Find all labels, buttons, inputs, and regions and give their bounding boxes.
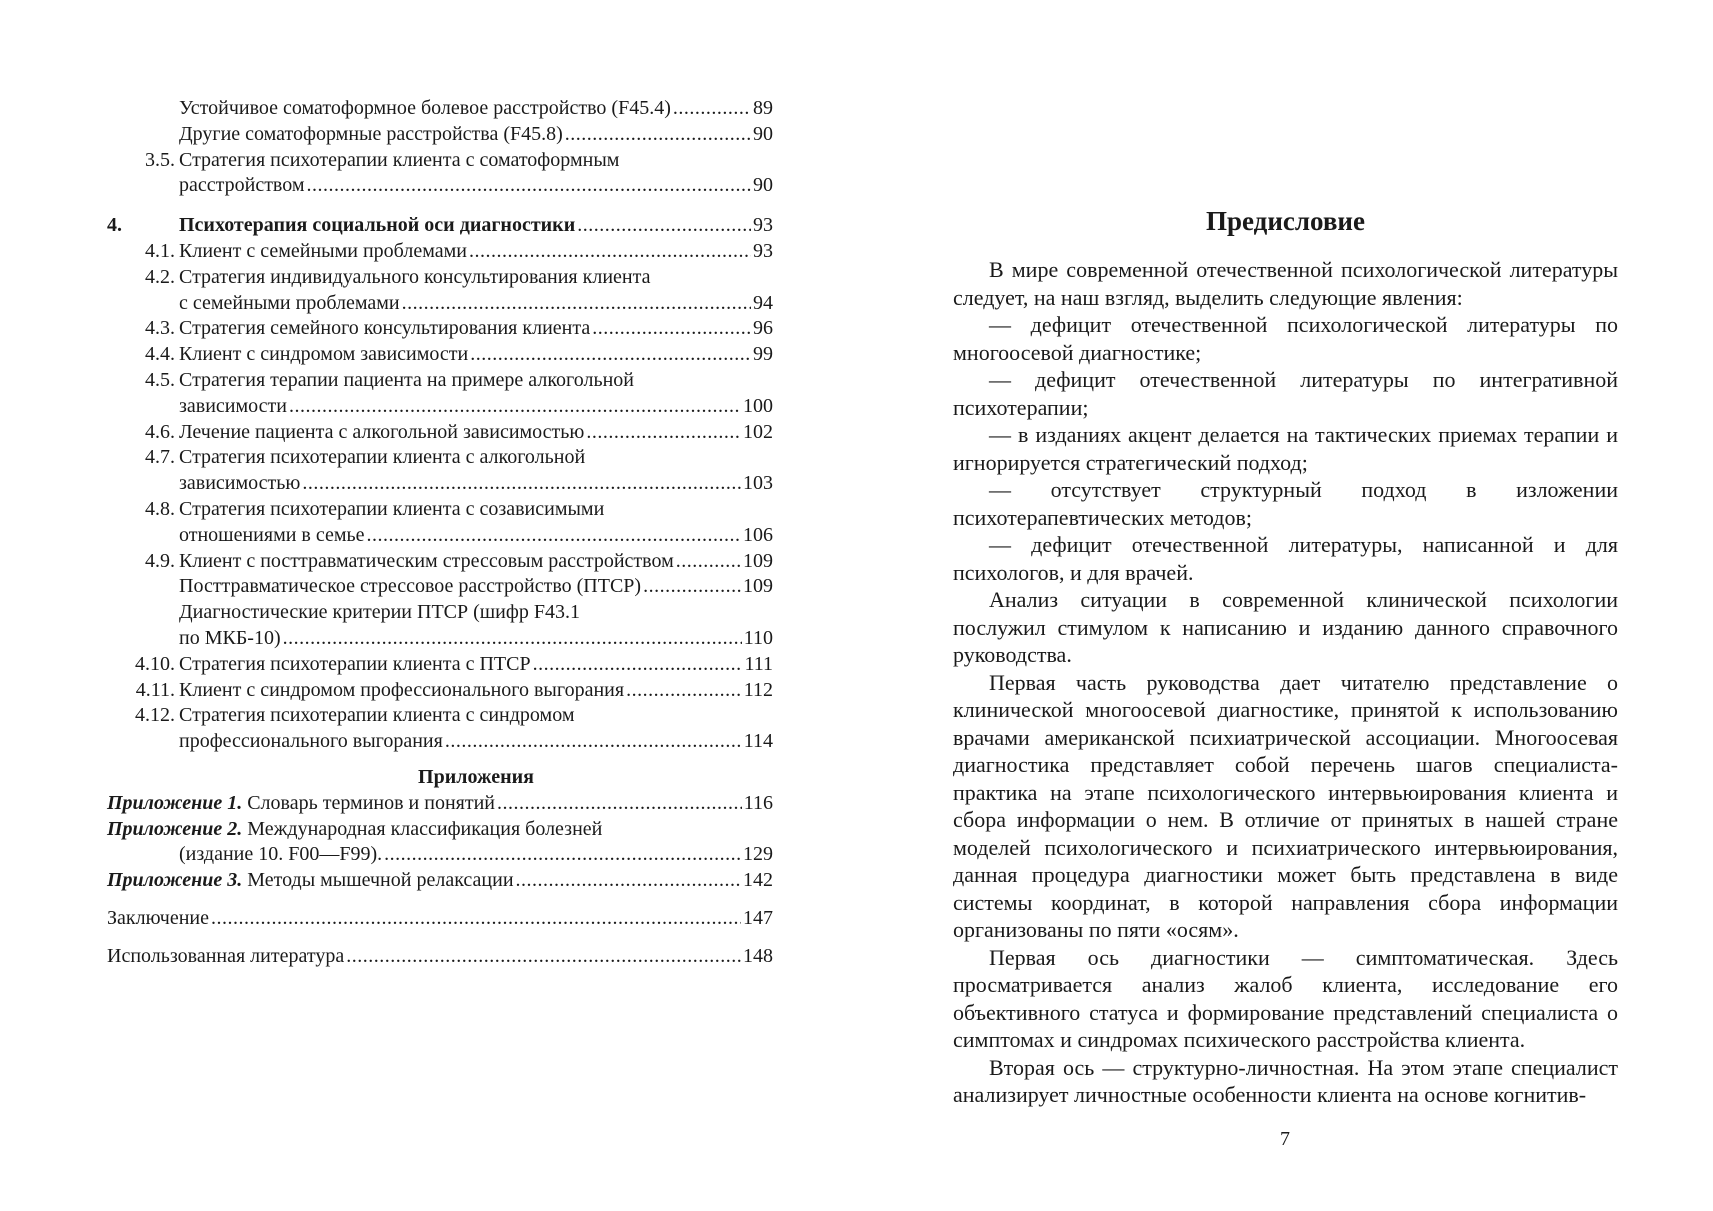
toc-entry-title: Клиент с синдромом зависимости [179, 343, 469, 366]
toc-entry-4-12 [107, 703, 773, 729]
toc-entry-page: 103 [743, 472, 773, 495]
dot-leader [346, 944, 741, 970]
toc-entry-continuation [107, 729, 773, 755]
toc-entry-number: 3.5. [145, 148, 175, 171]
appendix-label: Приложение 2. [107, 817, 243, 840]
toc-entry-page: 94 [753, 291, 773, 314]
toc-entry-4-9 [107, 549, 773, 575]
toc-entry-number: 4.8. [145, 497, 175, 520]
dot-leader [384, 842, 741, 868]
toc-entry-number: 4.3. [145, 317, 175, 340]
toc-entry-title: отношениями в семье [179, 523, 365, 546]
toc-entry-4-4 [107, 342, 773, 368]
toc-entry-page: 112 [743, 678, 773, 701]
toc-chapter-number: 4. [107, 214, 122, 237]
toc-entry-title: Заключение [107, 906, 209, 929]
toc-literature [107, 944, 773, 970]
toc-appendix-heading: Приложения [418, 765, 534, 788]
toc-entry-4-2 [107, 265, 773, 291]
toc-entry-page: 109 [743, 549, 773, 572]
toc-entry-4-11 [107, 678, 773, 704]
appendix-text: Словарь терминов и понятий [247, 791, 495, 814]
toc-appendix-title [107, 791, 495, 817]
toc-entry-number: 4.1. [145, 239, 175, 262]
preface-paragraph: Анализ ситуации в современной клинической психологии послужил стимулом к написанию и изданию данного справочного руководства. [953, 587, 1618, 667]
toc-entry-title: Стратегия психотерапии клиента с алкогольной [179, 446, 586, 469]
toc-chapter-4 [107, 213, 773, 239]
dot-leader [289, 394, 741, 420]
toc-entry-continuation [107, 842, 773, 868]
toc-entry-page: 110 [743, 626, 773, 649]
toc-chapter-title: Психотерапия социальной оси диагностики [179, 214, 576, 237]
toc-entry-continuation [107, 291, 773, 317]
toc-entry-continuation [107, 394, 773, 420]
toc-entry-number: 4.12. [135, 704, 175, 727]
preface-paragraph: Первая ось диагностики — симптоматическая. Здесь просматривается анализ жалоб клиента, исследование его объективного статуса и формирование представлений специалиста о симптомах и синдромах психического расстройства клиента. [953, 944, 1618, 1052]
toc-subentry-ptsr [107, 574, 773, 600]
dot-leader [283, 626, 742, 652]
toc-entry-title: Стратегия психотерапии клиента с ПТСР [179, 652, 531, 675]
dot-leader [367, 523, 741, 549]
toc-entry-title: расстройством [179, 174, 305, 197]
toc-entry-number: 4.5. [145, 368, 175, 391]
dot-leader [445, 729, 742, 755]
toc-entry-title: Стратегия психотерапии клиента с созависимыми [179, 497, 605, 520]
toc-entry-title: профессионального выгорания [179, 730, 443, 753]
preface-paragraph: — дефицит отечественной литературы, написанной и для психологов, и для врачей. [953, 532, 1618, 585]
toc-entry-title: Стратегия психотерапии клиента с синдромом [179, 704, 575, 727]
toc-entry-page: 129 [743, 843, 773, 866]
dot-leader [497, 791, 742, 817]
toc-entry-title: Посттравматическое стрессовое расстройство (ПТСР) [179, 575, 642, 598]
preface-paragraph: — отсутствует структурный подход в изложении психотерапевтических методов; [953, 477, 1618, 530]
toc-entry-4-10 [107, 652, 773, 678]
toc-entry-number: 4.6. [145, 420, 175, 443]
toc-entry-title: Стратегия семейного консультирования клиента [179, 317, 591, 340]
table-of-contents [107, 96, 773, 970]
appendix-text: Методы мышечной релаксации [247, 869, 514, 892]
toc-entry-continuation [107, 626, 773, 652]
toc-chapter-page: 93 [753, 214, 773, 237]
toc-appendix-2 [107, 817, 773, 843]
appendix-label: Приложение 1. [107, 791, 243, 814]
toc-entry-4-7 [107, 445, 773, 471]
dot-leader [533, 652, 743, 678]
toc-entry-title: с семейными проблемами [179, 291, 400, 314]
toc-entry-continuation [107, 173, 773, 199]
toc-entry-page: 90 [753, 122, 773, 145]
toc-entry-page: 93 [753, 239, 773, 262]
toc-entry-page: 90 [753, 174, 773, 197]
toc-appendix-title [107, 868, 514, 894]
dot-leader [626, 678, 742, 704]
toc-entry-page: 111 [744, 652, 773, 675]
toc-appendix-3 [107, 868, 773, 894]
dot-leader [673, 96, 751, 122]
preface-paragraph: В мире современной отечественной психологической литературы следует, на наш взгляд, выделить следующие явления: [953, 257, 1618, 310]
preface-paragraph: — в изданиях акцент делается на тактических приемах терапии и игнорируется стратегический подход; [953, 422, 1618, 475]
preface-paragraph: — дефицит отечественной психологической литературы по многоосевой диагностике; [953, 312, 1618, 365]
toc-entry-page: 106 [743, 523, 773, 546]
toc-conclusion [107, 906, 773, 932]
dot-leader [302, 471, 741, 497]
toc-entry-title: Стратегия психотерапии клиента с соматоформным [179, 148, 620, 171]
toc-entry-page: 147 [743, 906, 773, 929]
preface-title: Предисловие [1206, 206, 1365, 236]
toc-entry-number: 4.4. [145, 343, 175, 366]
toc-entry-page: 148 [743, 944, 773, 967]
dot-leader [470, 342, 751, 368]
toc-entry-page: 109 [743, 575, 773, 598]
appendix-label: Приложение 3. [107, 869, 243, 892]
toc-entry-title: Другие соматоформные расстройства (F45.8) [179, 122, 563, 145]
toc-entry-title: Стратегия индивидуального консультирования клиента [179, 265, 651, 288]
toc-entry-title: Использованная литература [107, 944, 345, 967]
toc-entry-3-5 [107, 148, 773, 174]
dot-leader [211, 906, 741, 932]
preface-paragraph: — дефицит отечественной литературы по интегративной психотерапии; [953, 367, 1618, 420]
dot-leader [592, 316, 751, 342]
toc-entry-title: (издание 10. F00—F99). [179, 843, 383, 866]
page-number: 7 [1280, 1128, 1290, 1150]
toc-entry-continuation [107, 471, 773, 497]
toc-entry-4-8 [107, 497, 773, 523]
toc-entry-4-5 [107, 368, 773, 394]
toc-entry-continuation [107, 523, 773, 549]
toc-entry-title: зависимости [179, 394, 287, 417]
preface-paragraph: Вторая ось — структурно-личностная. На этом этапе специалист анализирует личностные особенности клиента на основе когнитив- [953, 1054, 1618, 1107]
toc-entry-page: 114 [743, 730, 773, 753]
toc-entry-page: 96 [753, 317, 773, 340]
preface-paragraph: Первая часть руководства дает читателю представление о клинической многоосевой диагностике, принятой к использованию врачами американской психиатрической ассоциации. Многоосевая диагностика представляет собой перечень шагов специалиста-практика на этапе психологического интервьюирования клиента и сбора информации о нем. В отличие от принятых в нашей стране моделей психологического и психиатрического интервьюирования, данная процедура диагностики может быть представлена в виде системы координат, в которой направления сбора информации организованы по пяти «осям». [953, 669, 1618, 942]
toc-entry-title: Клиент с синдромом профессионального выгорания [179, 678, 625, 701]
toc-entry-number: 4.2. [145, 265, 175, 288]
dot-leader [307, 173, 751, 199]
toc-entry-number: 4.11. [135, 678, 175, 701]
dot-leader [565, 122, 751, 148]
dot-leader [402, 291, 751, 317]
toc-entry-page: 89 [753, 97, 773, 119]
toc-subentry-criteria [107, 600, 773, 626]
dot-leader [577, 213, 751, 239]
toc-entry-number: 4.9. [145, 549, 175, 572]
toc-entry [107, 122, 773, 148]
toc-entry-title: Клиент с посттравматическим стрессовым расстройством [179, 549, 674, 572]
dot-leader [643, 574, 741, 600]
toc-entry-title: Клиент с семейными проблемами [179, 239, 467, 262]
toc-entry-4-3 [107, 316, 773, 342]
toc-entry-page: 116 [743, 791, 773, 814]
toc-entry-4-6 [107, 420, 773, 446]
dot-leader [676, 549, 741, 575]
toc-entry-title: по МКБ-10) [179, 626, 281, 649]
toc-entry-title: зависимостью [179, 472, 301, 495]
appendix-text: Международная классификация болезней [247, 817, 603, 840]
dot-leader [586, 420, 741, 446]
toc-entry-number: 4.10. [135, 652, 175, 675]
dot-leader [516, 868, 741, 894]
toc-appendix-1 [107, 791, 773, 817]
toc-entry-title: Диагностические критерии ПТСР (шифр F43.1 [179, 601, 580, 624]
toc-entry-page: 102 [743, 420, 773, 443]
preface-page [953, 204, 1618, 1109]
toc-entry-title: Стратегия терапии пациента на примере алкогольной [179, 368, 634, 391]
toc-entry [107, 96, 773, 122]
dot-leader [469, 239, 751, 265]
toc-entry-4-1 [107, 239, 773, 265]
toc-entry-title: Лечение пациента с алкогольной зависимостью [179, 420, 585, 443]
toc-entry-page: 100 [743, 394, 773, 417]
toc-entry-title: Устойчивое соматоформное болевое расстройство (F45.4) [179, 97, 671, 119]
toc-entry-number: 4.7. [145, 446, 175, 469]
toc-entry-page: 99 [753, 343, 773, 366]
toc-entry-page: 142 [743, 869, 773, 892]
